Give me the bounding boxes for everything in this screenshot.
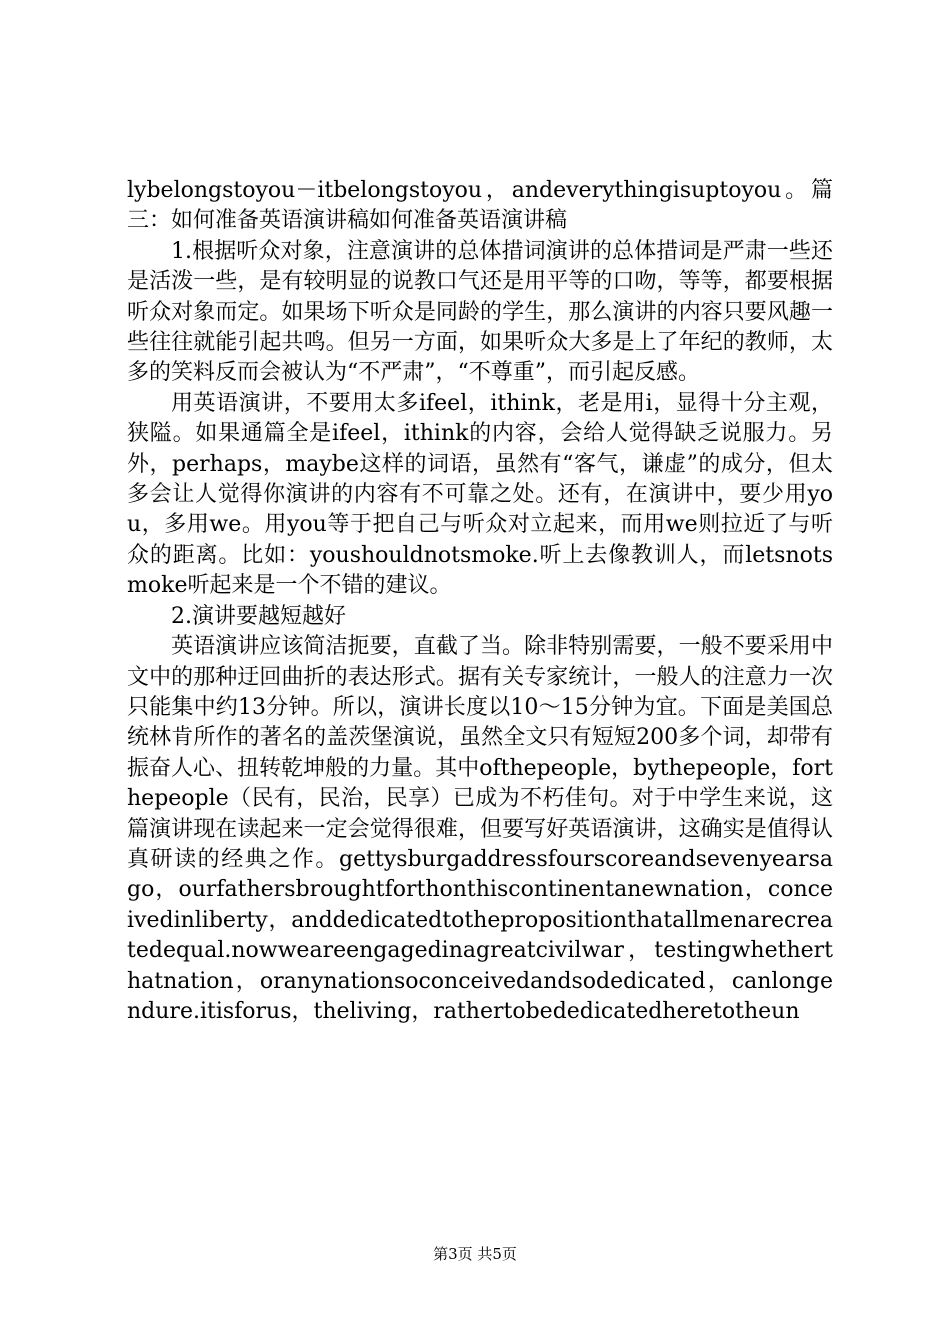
paragraph-word-choice: 用英语演讲，不要用太多ifeel，ithink，老是用i，显得十分主观，狭隘。如果通篇全是ifeel，ithink的内容，会给人觉得缺乏说服力。另外，perhaps，maybe这样的词语，虽然有“客气，谦虚”的成分，但太多会让人觉得你演讲的内容有不可靠之处。还有，在演讲中，要少用you，多用we。用you等于把自己与听众对立起来，而用we则拉近了与听众的距离。比如：youshouldnotsmoke.听上去像教训人，而letsnotsmoke听起来是一个不错的建议。 (127, 390, 833, 599)
paragraph-continuation: lybelongstoyou－itbelongstoyou，andeverythingisuptoyou。篇三：如何准备英语演讲稿如何准备英语演讲稿 (127, 178, 833, 234)
paragraph-brevity-gettysburg: 英语演讲应该简洁扼要，直截了当。除非特别需要，一般不要采用中文中的那种迂回曲折的表达形式。据有关专家统计，一般人的注意力一次只能集中约13分钟。所以，演讲长度以10～15分钟为宜。下面是美国总统林肯所作的著名的盖茨堡演说，虽然全文只有短短200多个词，却带有振奋人心、扭转乾坤般的力量。其中ofthepeople，bythepeople，forthepeople（民有，民治，民享）已成为不朽佳句。对于中学生来说，这篇演讲现在读起来一定会觉得很难，但要写好英语演讲，这确实是值得认真研读的经典之作。gettysburgaddressfourscoreandsevenyearsago，ourfathersbroughtforthonthiscontinentanewnation，conceivedinliberty，anddedicatedtothepropositionthatallmenarecreatedequal.nowweareengagedinagreatcivilwar，testingwhetherthatnation，oranynationsoconceivedandsodedicated，canlongendure.itisforus，theliving，rathertobededicatedheretotheun (127, 634, 833, 1024)
section-heading-brevity: 2.演讲要越短越好 (171, 603, 346, 629)
document-body (127, 176, 833, 1027)
paragraph-audience-wording: 1.根据听众对象，注意演讲的总体措词演讲的总体措词是严肃一些还是活泼一些，是有较明显的说教口气还是用平等的口吻，等等，都要根据听众对象而定。如果场下听众是同龄的学生，那么演讲的内容只要风趣一些往往就能引起共鸣。但另一方面，如果听众大多是上了年纪的教师，太多的笑料反而会被认为“不严肃”，“不尊重”，而引起反感。 (127, 238, 833, 386)
page-number-footer: 第3页 共5页 (433, 1245, 517, 1263)
